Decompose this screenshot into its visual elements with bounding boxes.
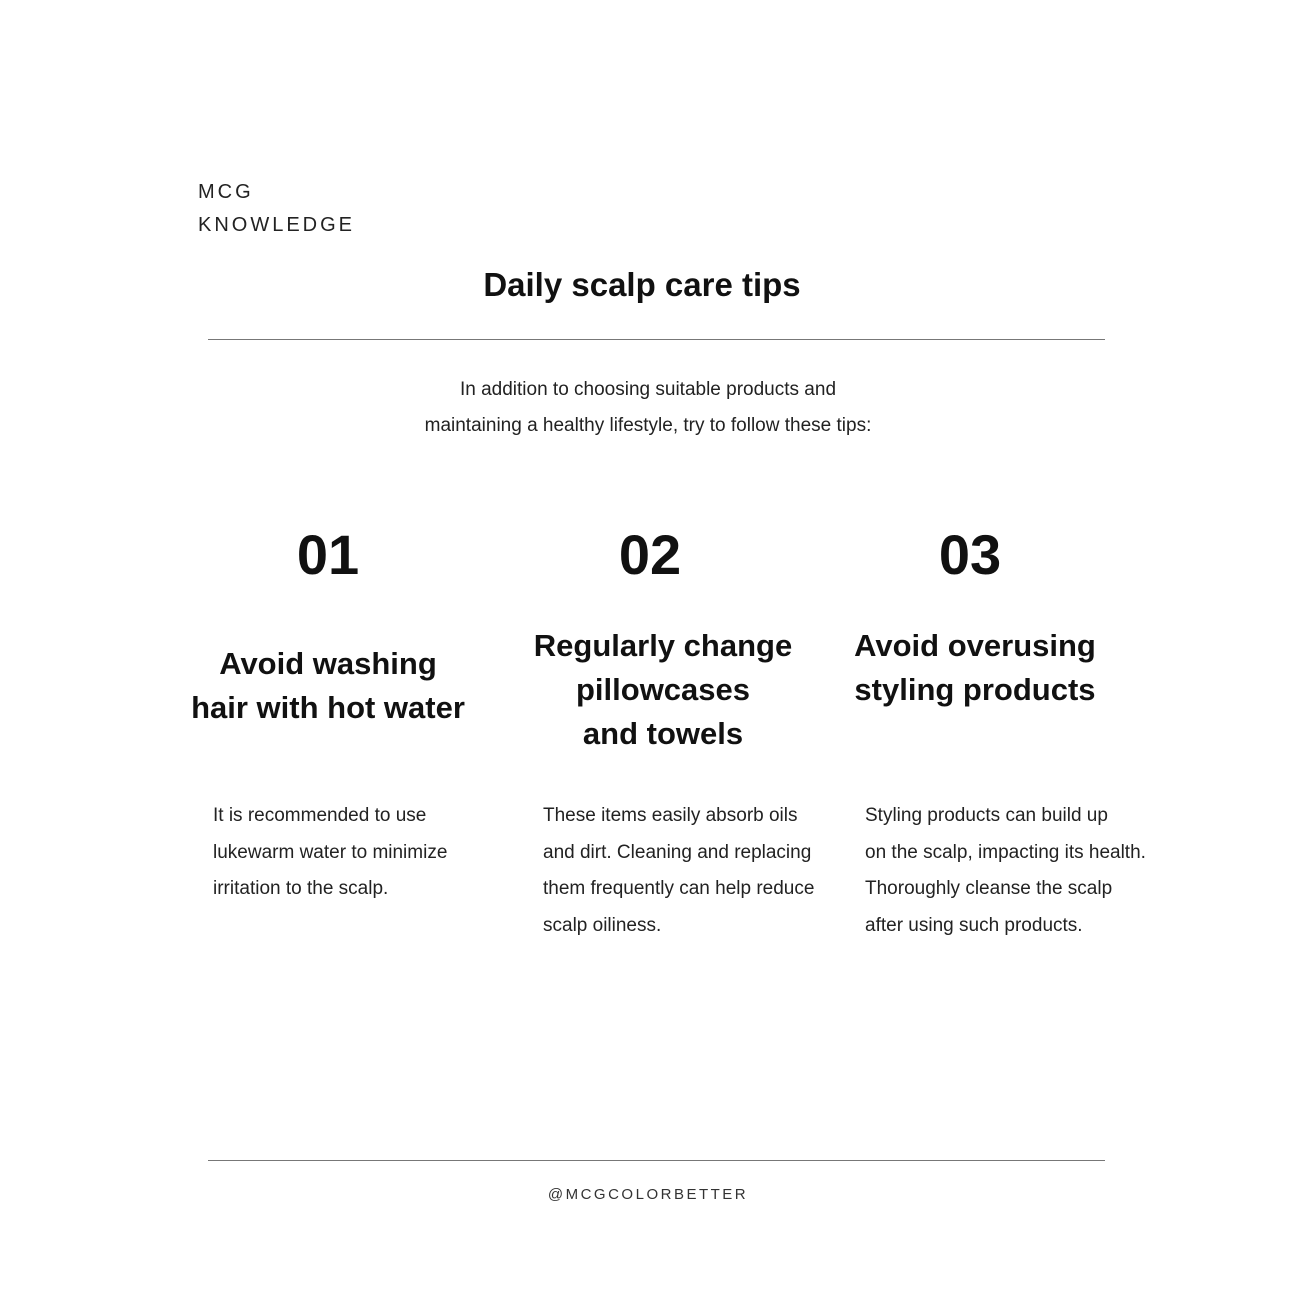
- footer-handle: @MCGCOLORBETTER: [547, 1186, 749, 1203]
- tip-2-body: [543, 798, 814, 944]
- tip-3-body: [865, 798, 1146, 944]
- intro-line-2: maintaining a healthy lifestyle, try to follow these tips:: [424, 415, 872, 436]
- body-line: Styling products can build up: [865, 805, 1108, 826]
- tip-1-number: 01: [296, 523, 360, 586]
- body-line: scalp oiliness.: [543, 914, 662, 936]
- heading-line: hair with hot water: [191, 690, 465, 725]
- heading-line: pillowcases: [575, 672, 751, 707]
- tip-3-heading: [815, 624, 1135, 712]
- body-line: It is recommended to use: [213, 805, 427, 826]
- page-title: Daily scalp care tips: [483, 266, 801, 303]
- body-line: These items easily absorb oils: [543, 805, 798, 826]
- body-line: them frequently can help reduce: [543, 878, 815, 899]
- intro-line-1: In addition to choosing suitable products and: [459, 379, 837, 400]
- tip-1-body: [213, 798, 447, 908]
- body-line: after using such products.: [865, 914, 1083, 936]
- intro-text: [0, 372, 1296, 444]
- heading-line: Avoid overusing: [854, 628, 1096, 663]
- tip-1-heading: [168, 642, 488, 730]
- top-divider: [208, 339, 1105, 340]
- tip-3-number: 03: [938, 523, 1002, 586]
- body-line: irritation to the scalp.: [213, 878, 389, 899]
- body-line: and dirt. Cleaning and replacing: [543, 841, 812, 863]
- heading-line: and towels: [582, 716, 744, 751]
- body-line: on the scalp, impacting its health.: [865, 841, 1146, 863]
- heading-line: Avoid washing: [219, 646, 437, 681]
- bottom-divider: [208, 1160, 1105, 1161]
- heading-line: styling products: [854, 672, 1096, 707]
- heading-line: Regularly change: [533, 628, 793, 663]
- body-line: lukewarm water to minimize: [213, 841, 448, 863]
- brand-line-2: KNOWLEDGE: [198, 214, 356, 236]
- tip-2-number: 02: [618, 523, 682, 586]
- tip-2-heading: [503, 624, 823, 756]
- brand-label: [198, 176, 355, 242]
- body-line: Thoroughly cleanse the scalp: [865, 878, 1113, 899]
- brand-line-1: MCG: [198, 181, 254, 203]
